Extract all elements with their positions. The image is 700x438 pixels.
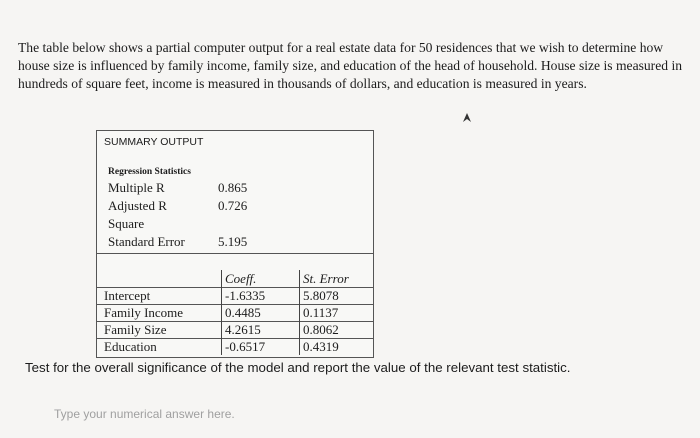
row-name: Family Size xyxy=(104,322,167,337)
table-row xyxy=(97,338,373,355)
stat-value: 0.726 xyxy=(218,198,248,213)
divider xyxy=(97,253,373,254)
row-coeff: 4.2615 xyxy=(221,321,299,338)
table-row xyxy=(97,321,373,338)
row-st-error: 0.8062 xyxy=(299,321,373,338)
answer-input[interactable] xyxy=(44,404,344,424)
row-name: Education xyxy=(104,339,157,354)
row-name: Intercept xyxy=(104,288,151,303)
stat-label: Square xyxy=(108,216,145,231)
row-coeff: 0.4485 xyxy=(221,304,299,321)
stat-label: Multiple R xyxy=(108,180,165,195)
question-text: Test for the overall significance of the model and report the value of the relevant test statistic. xyxy=(25,360,571,375)
summary-title: SUMMARY OUTPUT xyxy=(104,136,204,148)
problem-intro: The table below shows a partial computer output for a real estate data for 50 residences that we wish to determine how house size is influenced by family income, family size, and education of the head of household. House size is measured in hundreds of square feet, income is measured in thousands of dollars, and education is measured in years. xyxy=(18,40,683,92)
row-st-error: 0.1137 xyxy=(299,304,373,321)
table-row xyxy=(97,287,373,304)
row-st-error: 0.4319 xyxy=(299,338,373,355)
stat-value: 5.195 xyxy=(218,234,248,249)
stat-label: Adjusted R xyxy=(108,198,167,213)
coef-header-row xyxy=(97,270,373,287)
stat-label: Standard Error xyxy=(108,234,185,249)
regression-statistics-title: Regression Statistics xyxy=(108,167,191,177)
row-coeff: -1.6335 xyxy=(221,287,299,304)
row-name: Family Income xyxy=(104,305,184,320)
row-st-error: 5.8078 xyxy=(299,287,373,304)
mouse-cursor-icon xyxy=(461,112,473,124)
header-blank xyxy=(104,270,222,287)
summary-output-table xyxy=(96,130,374,358)
table-row xyxy=(97,304,373,321)
header-coeff: Coeff. xyxy=(221,270,299,287)
row-coeff: -0.6517 xyxy=(221,338,299,355)
stat-value: 0.865 xyxy=(218,180,248,195)
header-st-error: St. Error xyxy=(299,270,373,287)
